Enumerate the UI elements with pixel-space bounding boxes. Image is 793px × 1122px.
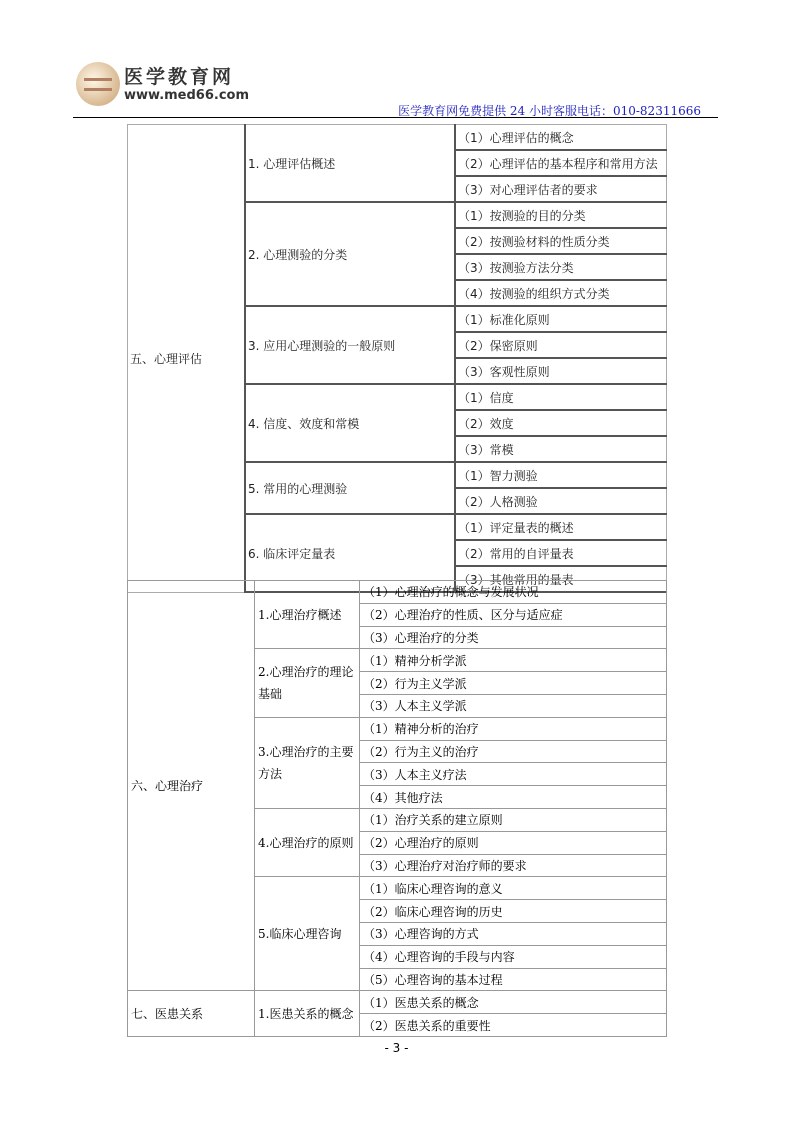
topic-title: 2.心理治疗的理论基础 — [255, 649, 360, 717]
topic-item: （3）常模 — [455, 436, 667, 462]
topic-title: 2. 心理测验的分类 — [245, 202, 455, 306]
logo-url: www.med66.com — [124, 88, 250, 103]
header-text: 医学教育网免费提供 24 小时客服电话：010-82311666 — [398, 104, 701, 118]
topic-item: （3）按测验方法分类 — [455, 254, 667, 280]
topic-item: （1）临床心理咨询的意义 — [360, 877, 667, 900]
topic-item: （3）心理治疗对治疗师的要求 — [360, 854, 667, 877]
topic-title: 1.医患关系的概念 — [255, 991, 360, 1037]
topic-title: 5. 常用的心理测验 — [245, 462, 455, 514]
topic-item: （2）常用的自评量表 — [455, 540, 667, 566]
topic-item: （2）心理治疗的原则 — [360, 831, 667, 854]
topic-item: （3）对心理评估者的要求 — [455, 176, 667, 202]
topic-item: （1）医患关系的概念 — [360, 991, 667, 1014]
topic-title: 3. 应用心理测验的一般原则 — [245, 306, 455, 384]
topic-item: （1）精神分析学派 — [360, 649, 667, 672]
logo-emblem-icon — [76, 62, 120, 106]
topic-item: （2）临床心理咨询的历史 — [360, 900, 667, 923]
topic-item: （2）人格测验 — [455, 488, 667, 514]
topic-item: （2）行为主义学派 — [360, 672, 667, 695]
table-row — [128, 125, 667, 151]
topic-item: （1）治疗关系的建立原则 — [360, 808, 667, 831]
section-title: 六、心理治疗 — [128, 581, 255, 991]
topic-title: 6. 临床评定量表 — [245, 514, 455, 592]
topic-item: （3）心理咨询的方式 — [360, 922, 667, 945]
topic-title: 4. 信度、效度和常模 — [245, 384, 455, 462]
section-title: 五、心理评估 — [128, 125, 246, 593]
topic-item: （2）心理评估的基本程序和常用方法 — [455, 150, 667, 176]
topic-item: （1）心理治疗的概念与发展状况 — [360, 581, 667, 604]
table-row — [128, 581, 667, 604]
topic-item: （4）按测验的组织方式分类 — [455, 280, 667, 306]
topic-title: 5.临床心理咨询 — [255, 877, 360, 991]
topic-item: （1）智力测验 — [455, 462, 667, 488]
topic-item: （2）医患关系的重要性 — [360, 1014, 667, 1037]
topic-item: （2）保密原则 — [455, 332, 667, 358]
logo — [76, 62, 256, 110]
topic-title: 4.心理治疗的原则 — [255, 808, 360, 876]
table-row — [128, 991, 667, 1014]
topic-item: （5）心理咨询的基本过程 — [360, 968, 667, 991]
topic-item: （1）心理评估的概念 — [455, 125, 667, 151]
topic-item: （3）人本主义疗法 — [360, 763, 667, 786]
topic-item: （1）评定量表的概述 — [455, 514, 667, 540]
topic-item: （3）心理治疗的分类 — [360, 626, 667, 649]
topic-item: （3）其他常用的量表 — [455, 566, 667, 592]
logo-title: 医学教育网 — [124, 66, 235, 88]
topic-item: （2）心理治疗的性质、区分与适应症 — [360, 603, 667, 626]
topic-title: 1.心理治疗概述 — [255, 581, 360, 649]
topic-item: （1）精神分析的治疗 — [360, 717, 667, 740]
page-number: - 3 - — [384, 1041, 409, 1055]
topic-item: （1）标准化原则 — [455, 306, 667, 332]
topic-item: （1）信度 — [455, 384, 667, 410]
section-title: 七、医患关系 — [128, 991, 255, 1037]
topic-item: （4）心理咨询的手段与内容 — [360, 945, 667, 968]
topic-title: 3.心理治疗的主要方法 — [255, 717, 360, 808]
topic-item: （4）其他疗法 — [360, 786, 667, 809]
syllabus-table — [127, 580, 667, 1037]
topic-title: 1. 心理评估概述 — [245, 125, 455, 203]
header-divider — [73, 117, 718, 118]
topic-item: （2）效度 — [455, 410, 667, 436]
topic-item: （3）客观性原则 — [455, 358, 667, 384]
topic-item: （2）行为主义的治疗 — [360, 740, 667, 763]
topic-item: （2）按测验材料的性质分类 — [455, 228, 667, 254]
syllabus-table-image-part — [127, 124, 667, 593]
topic-item: （1）按测验的目的分类 — [455, 202, 667, 228]
topic-item: （3）人本主义学派 — [360, 694, 667, 717]
